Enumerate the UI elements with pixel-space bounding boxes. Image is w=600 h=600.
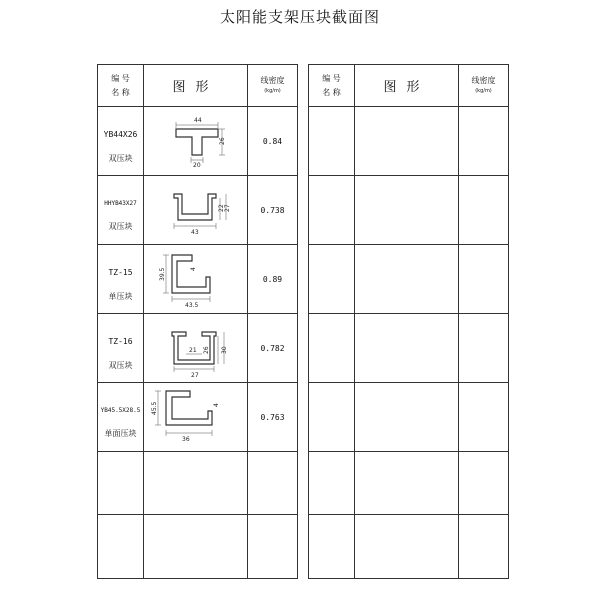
header-figure: 图形 [355, 65, 459, 107]
dim-label: 39.5 [158, 267, 166, 281]
row-id-cell [98, 245, 144, 314]
table-row-empty [309, 383, 509, 452]
header-density: 线密度 (kg/m) [459, 65, 509, 107]
table-header [309, 65, 509, 107]
table-row-empty [309, 245, 509, 314]
profile-code: YB45.5X28.5 [100, 407, 141, 414]
profile-drawing-hhyb43x27 [146, 178, 246, 243]
table-row [98, 107, 298, 176]
header-id-name: 编 号 名 称 [309, 65, 355, 107]
profile-code: HHYB43X27 [104, 200, 137, 207]
dim-label: 4 [212, 402, 220, 407]
row-id-cell [98, 314, 144, 383]
profile-code: TZ-15 [108, 268, 133, 277]
dim-label: 21 [188, 346, 197, 354]
profile-kind: 双压块 [108, 154, 133, 163]
table-row-empty [309, 515, 509, 579]
row-id-cell [98, 176, 144, 245]
dim-label: 22 [217, 203, 225, 212]
table-row-empty [98, 452, 298, 515]
profile-table-left [97, 64, 298, 579]
row-id-cell [98, 383, 144, 452]
table-row [98, 176, 298, 245]
profile-code: TZ-16 [108, 337, 133, 346]
profile-kind: 单压块 [108, 292, 133, 301]
profile-code: YB44X26 [103, 130, 138, 139]
dim-label: 26 [202, 345, 210, 354]
dim-label: 44 [193, 116, 202, 124]
table-header [98, 65, 298, 107]
profile-drawing-tz16 [146, 316, 246, 381]
profile-figure-cell [144, 107, 248, 176]
density-value: 0.738 [248, 176, 298, 245]
dim-label: 43.5 [184, 301, 198, 309]
dim-label: 27 [190, 371, 199, 379]
profile-figure-cell [144, 245, 248, 314]
table-row-empty [309, 107, 509, 176]
dim-label: 45.5 [150, 401, 158, 415]
profile-kind: 双压块 [108, 361, 133, 370]
profile-drawing-yb44x26 [146, 109, 246, 174]
density-value: 0.84 [248, 107, 298, 176]
profile-drawing-yb45 [146, 385, 246, 450]
profile-kind: 双压块 [108, 222, 133, 231]
dim-label: 20 [192, 161, 201, 169]
table-row-empty [309, 452, 509, 515]
dim-label: 26 [218, 136, 226, 145]
profile-figure-cell [144, 176, 248, 245]
density-value: 0.763 [248, 383, 298, 452]
dim-label: 30 [220, 345, 228, 354]
table-row [98, 383, 298, 452]
header-density: 线密度 (kg/m) [248, 65, 298, 107]
table-row-empty [98, 515, 298, 579]
dim-label: 36 [181, 435, 190, 443]
table-row [98, 314, 298, 383]
profile-drawing-tz15 [146, 247, 246, 312]
table-row [98, 245, 298, 314]
header-id-name: 编 号 名 称 [98, 65, 144, 107]
dim-label: 27 [223, 203, 231, 212]
density-value: 0.782 [248, 314, 298, 383]
row-id-cell [98, 107, 144, 176]
header-figure: 图形 [144, 65, 248, 107]
profile-kind: 单面压块 [104, 429, 137, 438]
dim-label: 43 [190, 228, 199, 236]
profile-figure-cell [144, 383, 248, 452]
page-title: 太阳能支架压块截面图 [219, 8, 380, 26]
dim-label: 4 [189, 266, 197, 271]
profile-figure-cell [144, 314, 248, 383]
profile-table-right [308, 64, 509, 579]
table-row-empty [309, 176, 509, 245]
table-row-empty [309, 314, 509, 383]
density-value: 0.89 [248, 245, 298, 314]
